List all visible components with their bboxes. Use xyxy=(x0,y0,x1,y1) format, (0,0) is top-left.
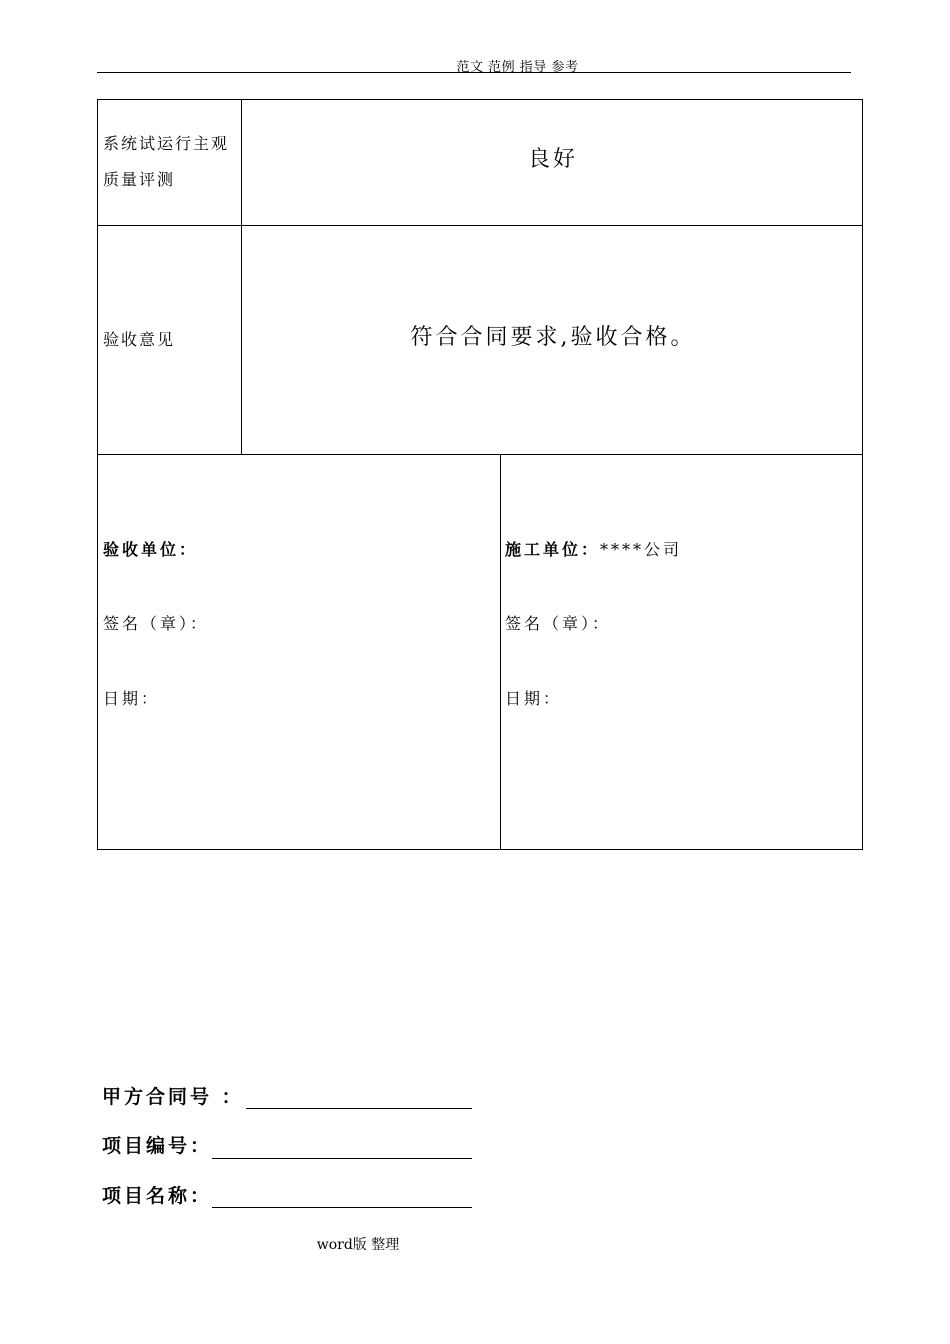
acceptance-unit-cell xyxy=(97,454,501,850)
row1-value: 良好 xyxy=(527,147,578,172)
page-header: 范文 范例 指导 参考 xyxy=(456,60,579,75)
header-rule xyxy=(97,72,851,73)
row1-label-cell xyxy=(97,99,242,226)
construction-signature: 签名（章）： xyxy=(505,614,612,633)
construction-unit-label: 施工单位： xyxy=(505,540,601,559)
row2-value-cell xyxy=(241,225,863,455)
project-name-label: 项目名称： xyxy=(102,1185,213,1207)
construction-unit-value: ****公司 xyxy=(600,540,683,559)
acceptance-signature: 签名（章）： xyxy=(103,614,210,633)
project-number-label: 项目编号： xyxy=(102,1135,213,1157)
acceptance-unit xyxy=(103,537,198,560)
row1-value-cell xyxy=(241,99,863,226)
acceptance-unit-label: 验收单位： xyxy=(103,540,199,559)
acceptance-date: 日期： xyxy=(103,689,161,708)
row1-label: 系统试运行主观质量评测 xyxy=(103,134,230,189)
contract-number-label: 甲方合同号 ： xyxy=(102,1086,244,1108)
row2-value: 符合合同要求,验收合格。 xyxy=(410,325,696,350)
row2-label: 验收意见 xyxy=(103,330,176,349)
construction-unit xyxy=(505,537,682,560)
contract-number-line[interactable] xyxy=(246,1108,472,1109)
project-name-line[interactable] xyxy=(212,1207,472,1208)
page-footer: word版 整理 xyxy=(316,1237,400,1253)
construction-unit-cell xyxy=(500,454,863,850)
project-number-line[interactable] xyxy=(212,1158,472,1159)
row2-label-cell xyxy=(97,225,242,455)
construction-date: 日期： xyxy=(505,689,563,708)
